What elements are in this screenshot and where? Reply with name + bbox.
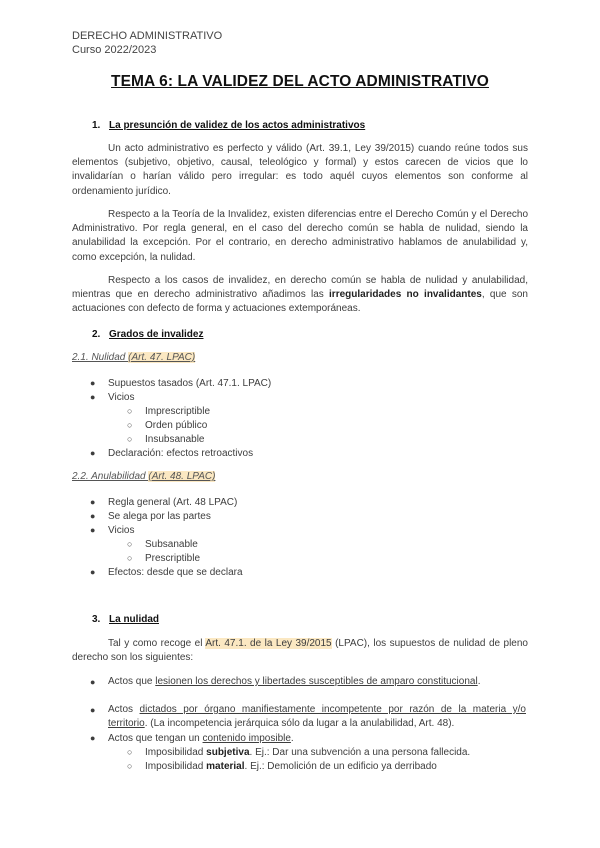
bullet: ● <box>90 378 96 388</box>
bullet: ○ <box>127 539 133 549</box>
list-item: ● Regla general (Art. 48 LPAC) <box>90 497 238 508</box>
bullet: ○ <box>127 747 133 757</box>
list-item: ● Se alega por las partes <box>90 511 211 522</box>
bullet: ○ <box>127 420 133 430</box>
document-title: TEMA 6: LA VALIDEZ DEL ACTO ADMINISTRATIVO <box>111 73 489 90</box>
list-item: ● Actos que lesionen los derechos y libertades susceptibles de amparo constitucional. <box>90 676 481 687</box>
bold-term: irregularidades no invalidantes <box>329 289 482 301</box>
list-item: ○ Insubsanable <box>127 434 205 445</box>
section-3-heading <box>92 614 159 625</box>
bullet: ○ <box>127 434 133 444</box>
section-title: Grados de invalidez <box>109 329 204 340</box>
bullet: ● <box>90 733 96 743</box>
page-header <box>72 29 222 57</box>
section-2-heading <box>92 329 203 340</box>
bullet: ● <box>90 497 96 507</box>
bullet: ● <box>90 392 96 402</box>
bullet: ○ <box>127 553 133 563</box>
paragraph <box>72 637 528 665</box>
section-1-heading <box>92 120 365 131</box>
header-subject: DERECHO ADMINISTRATIVO <box>72 30 223 42</box>
paragraph <box>72 142 528 199</box>
underlined-text: dictados por órgano manifiestamente incompetente por razón de la materia y/o territorio <box>108 704 526 729</box>
paragraph-text: Respecto a los casos de invalidez, en derecho común se habla de nulidad y anulabilidad, mientras que en derecho administrativo añadimos las <box>72 275 528 301</box>
header-course: Curso 2022/2023 <box>72 44 157 56</box>
paragraph-text: , que son actuaciones con defecto de forma y actuaciones extemporáneas. <box>72 289 528 315</box>
bullet: ● <box>90 448 96 458</box>
paragraph-text: Un acto administrativo es perfecto y válido (Art. 39.1, Ley 39/2015) cuando reúne todos sus elementos (subjetivo, objetivo, causal, teleológico y formal) y estos carecen de vicios que lo invalidarían o harían válido pero irregular: es todo aquél cuyos elementos son conforme al ordenamiento jurídico. <box>72 143 528 197</box>
paragraph <box>72 208 528 265</box>
bullet: ● <box>90 705 96 715</box>
list-item: ● Vicios <box>90 392 135 403</box>
list-item: ○ Prescriptible <box>127 553 201 564</box>
bold-term: subjetiva <box>206 747 250 758</box>
list-item: ○ Imposibilidad material. Ej.: Demolición de un edificio ya derribado <box>127 761 437 772</box>
bullet: ● <box>90 567 96 577</box>
subsection-heading <box>72 352 195 363</box>
highlighted-reference: (Art. 48. LPAC) <box>148 471 216 482</box>
paragraph <box>72 274 528 317</box>
highlighted-reference: Art. 47.1. de la Ley 39/2015 <box>205 638 332 649</box>
list-item: ○ Imposibilidad subjetiva. Ej.: Dar una subvención a una persona fallecida. <box>127 747 471 758</box>
underlined-text: lesionen los derechos y libertades susceptibles de amparo constitucional <box>155 676 478 687</box>
list-item: ● Declaración: efectos retroactivos <box>90 448 254 459</box>
paragraph-text: (LPAC), los supuestos de nulidad de pleno derecho son los siguientes: <box>72 638 528 664</box>
list-item: ● Vicios <box>90 525 135 536</box>
highlighted-reference: (Art. 47. LPAC) <box>128 352 196 363</box>
subsection-label: 2.1. Nulidad <box>72 352 129 363</box>
paragraph-text: Respecto a la Teoría de la Invalidez, existen diferencias entre el Derecho Común y el Derecho Administrativo. Por regla general, en el caso del derecho común se habla de nulidad, siendo la anulabilidad la excepción. Por el contrario, en derecho administrativo hablamos de anulabilidad y, como excepción, la nulidad. <box>72 209 528 263</box>
bullet: ● <box>90 525 96 535</box>
list-item: ○ Subsanable <box>127 539 198 550</box>
section-title: La presunción de validez de los actos administrativos <box>109 120 366 131</box>
list-item: ● Supuestos tasados (Art. 47.1. LPAC) <box>90 378 272 389</box>
bullet: ○ <box>127 406 133 416</box>
bold-term: material <box>206 761 245 772</box>
paragraph-text: Tal y como recoge el <box>108 638 206 649</box>
list-item: ○ Imprescriptible <box>127 406 211 417</box>
section-number: 2. <box>92 329 101 340</box>
section-number: 1. <box>92 120 101 131</box>
list-item: ● Efectos: desde que se declara <box>90 567 243 578</box>
list-item: ● Actos que tengan un contenido imposible. <box>90 733 294 744</box>
bullet: ● <box>90 677 96 687</box>
bullet: ○ <box>127 761 133 771</box>
subsection-heading <box>72 471 215 482</box>
list-item: ● Actos dictados por órgano manifiestamente incompetente por razón de la materia y/o territorio. (La incompetencia jerárquica sólo da lugar a la anulabilidad, Art. 48). <box>90 704 526 729</box>
subsection-label: 2.2. Anulabilidad <box>72 471 149 482</box>
bullet: ● <box>90 511 96 521</box>
section-title: La nulidad <box>109 614 159 625</box>
section-number: 3. <box>92 614 101 625</box>
list-item: ○ Orden público <box>127 420 208 431</box>
underlined-text: contenido imposible <box>202 733 291 744</box>
